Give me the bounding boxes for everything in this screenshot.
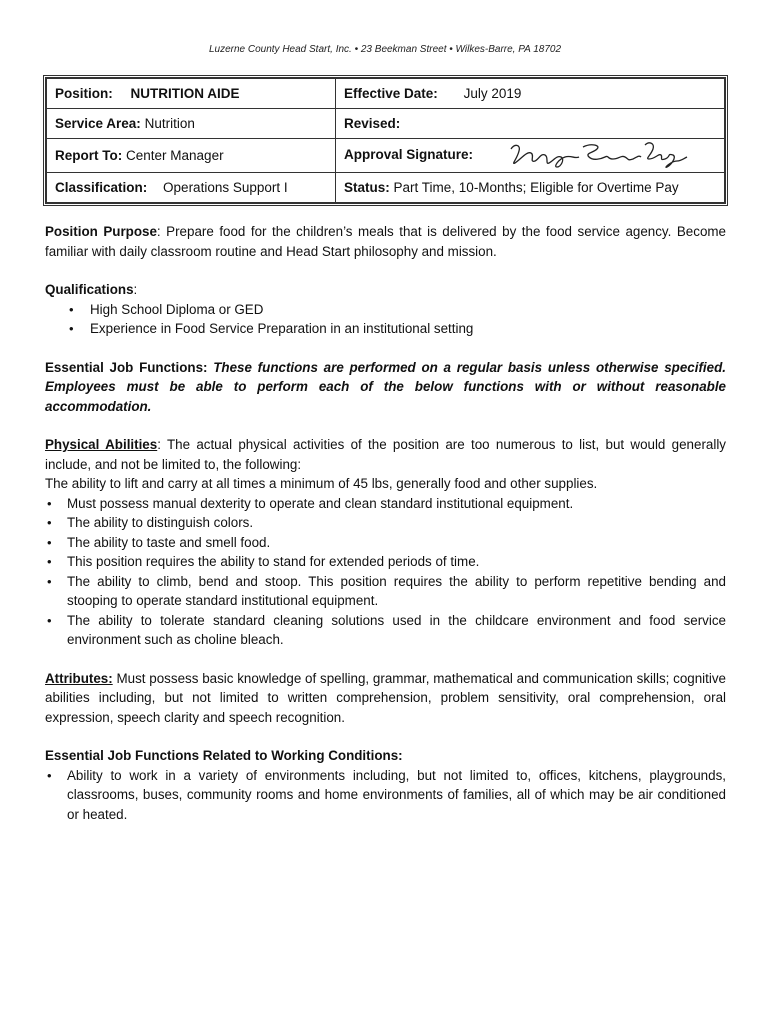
handwritten-signature: [505, 139, 690, 172]
essential-functions-label: Essential Job Functions:: [45, 359, 208, 375]
status-value: Part Time, 10-Months; Eligible for Overtime Pay: [393, 180, 679, 195]
position-info-table: [43, 75, 728, 206]
classification-value: Operations Support I: [163, 180, 288, 195]
position-purpose-text: : Prepare food for the children’s meals that is delivered by the food service agency. Become familiar with daily classroom routine and Head Start philosophy and mission.: [45, 224, 726, 259]
physical-abilities-list: [45, 494, 726, 650]
approval-signature-cell: [336, 139, 725, 173]
qualifications-heading: Qualifications:: [45, 282, 138, 297]
attributes-text: Must possess basic knowledge of spelling, grammar, mathematical and communication skills; cognitive abilities including, but not limited to written comprehension, problem sensitivity, oral comprehension, oral expression, speech clarity and speech recognition.: [45, 670, 726, 725]
revised-label: Revised:: [344, 116, 401, 131]
revised-cell: [336, 109, 725, 139]
list-item: • Must possess manual dexterity to operate and clean standard institutional equipment.: [45, 494, 726, 514]
position-purpose: [45, 222, 726, 261]
working-conditions-list: [45, 766, 726, 825]
list-item: • Experience in Food Service Preparation in an institutional setting: [45, 319, 726, 339]
list-item: • The ability to tolerate standard cleaning solutions used in the childcare environment and food service environment such as choline bleach.: [45, 611, 726, 650]
classification-label: Classification:: [55, 180, 148, 195]
attributes-label: Attributes:: [45, 670, 113, 686]
working-conditions-heading: Essential Job Functions Related to Working Conditions:: [45, 748, 403, 763]
list-item: • Ability to work in a variety of environments including, but not limited to, offices, kitchens, playgrounds, classrooms, buses, community rooms and home environments of families, all of which may be air conditioned or heated.: [45, 766, 726, 825]
list-item: • High School Diploma or GED: [45, 300, 726, 320]
attributes: [45, 669, 726, 728]
service-area-value: Nutrition: [144, 116, 195, 131]
physical-abilities-intro: [45, 435, 726, 474]
qualifications-label: Qualifications: [45, 282, 134, 297]
essential-functions: [45, 358, 726, 417]
status-label: Status:: [344, 180, 390, 195]
list-item: • The ability to distinguish colors.: [45, 513, 726, 533]
effective-date-cell: [336, 79, 725, 109]
qualifications-list: [45, 300, 726, 339]
report-to-label: Report To:: [55, 148, 123, 163]
position-purpose-label: Position Purpose: [45, 224, 157, 239]
physical-abilities-text: : The actual physical activities of the position are too numerous to list, but would generally include, and not be limited to, the following:: [45, 437, 726, 472]
list-item: • This position requires the ability to stand for extended periods of time.: [45, 552, 726, 572]
physical-abilities-label: Physical Abilities: [45, 437, 158, 452]
report-to-cell: [47, 139, 336, 173]
list-item: • The ability to climb, bend and stoop. This position requires the ability to perform repetitive bending and stooping to operate standard institutional equipment.: [45, 572, 726, 611]
effective-date-label: Effective Date:: [344, 86, 438, 101]
list-item: • The ability to taste and smell food.: [45, 533, 726, 553]
status-cell: [336, 173, 725, 203]
effective-date-value: July 2019: [463, 86, 522, 101]
lift-requirement: The ability to lift and carry at all times a minimum of 45 lbs, generally food and other supplies.: [45, 476, 598, 491]
position-value: NUTRITION AIDE: [130, 86, 240, 101]
essential-functions-text: These functions are performed on a regular basis unless otherwise specified. Employees must be able to perform each of the below functions with or without reasonable accommodation.: [45, 359, 726, 414]
position-cell: [47, 79, 336, 109]
job-description-body: [45, 222, 726, 824]
service-area-label: Service Area:: [55, 116, 141, 131]
approval-signature-label: Approval Signature:: [344, 147, 474, 163]
classification-cell: [47, 173, 336, 203]
service-area-cell: [47, 109, 336, 139]
report-to-value: Center Manager: [126, 148, 224, 163]
position-label: Position:: [55, 86, 113, 101]
organization-address: Luzerne County Head Start, Inc. • 23 Beekman Street • Wilkes-Barre, PA 18702: [208, 44, 562, 55]
